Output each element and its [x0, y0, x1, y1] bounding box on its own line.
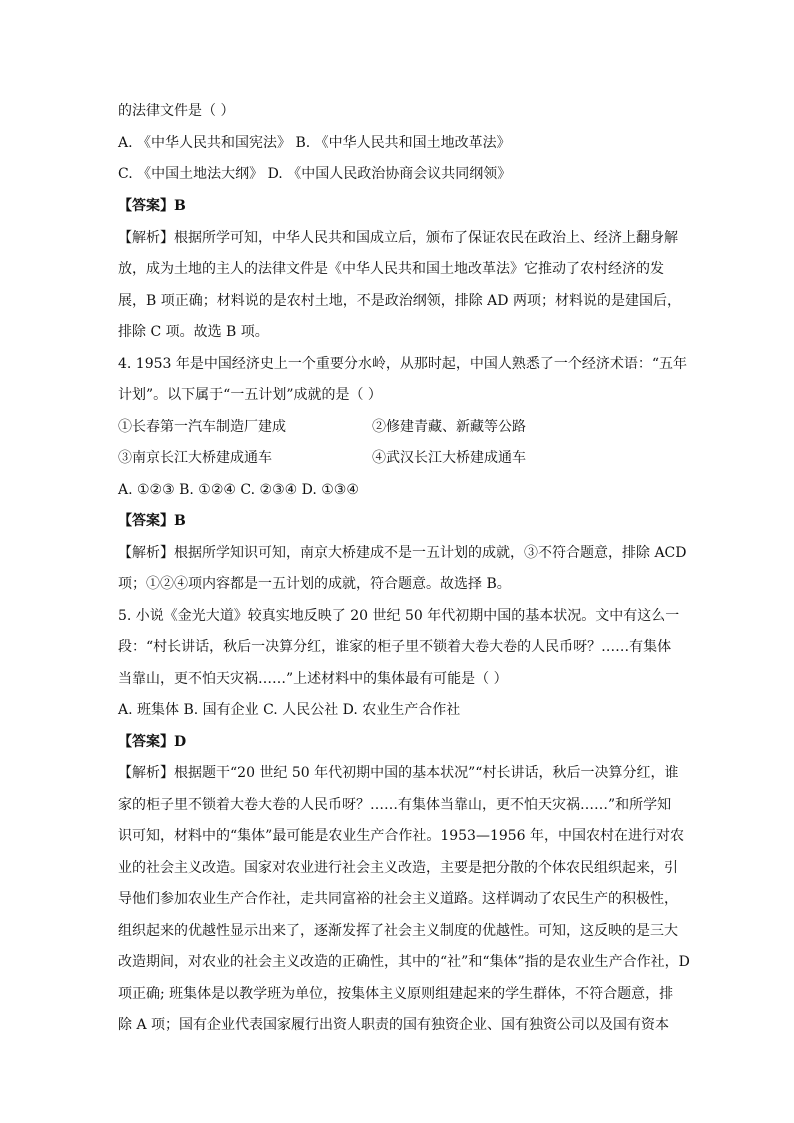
analysis-line: 【解析】根据所学知识可知，南京大桥建成不是一五计划的成就，③不符合题意，排除 ACD [118, 545, 687, 561]
analysis-line: 展，B 项正确；材料说的是农村土地，不是政治纲领，排除 AD 两项；材料说的是建国后， [118, 293, 681, 309]
analysis-line: 家的柜子里不锁着大卷大卷的人民币呀？……有集体当靠山，更不怕天灾祸……”和所学知 [118, 797, 672, 813]
option-line: A. ①②③ B. ①②④ C. ②③④ D. ①③④ [118, 482, 359, 498]
analysis-line: 【解析】根据题干“20 世纪 50 年代初期中国的基本状况”“村长讲话，秋后一决算分红，谁 [118, 765, 679, 781]
analysis-line: 项；①②④项内容都是一五计划的成就，符合题意。故选择 B。 [118, 576, 511, 592]
analysis-line: 业的社会主义改造。国家对农业进行社会主义改造，主要是把分散的个体农民组织起来，引 [118, 860, 678, 876]
option-line: A. 班集体 B. 国有企业 C. 人民公社 D. 农业生产合作社 [118, 702, 461, 718]
analysis-line: 导他们参加农业生产合作社，走共同富裕的社会主义道路。这样调动了农民生产的积极性， [118, 891, 678, 907]
analysis-line: 【解析】根据所学可知，中华人民共和国成立后，颁布了保证农民在政治上、经济上翻身解 [118, 230, 678, 246]
analysis-line: 改造期间，对农业的社会主义改造的正确性，其中的“社”和“集体”指的是农业生产合作社，D [118, 954, 690, 970]
option-line: A. 《中华人民共和国宪法》 B. 《中华人民共和国土地改革法》 [118, 135, 511, 151]
choice-item: ③南京长江大桥建成通车 [118, 450, 272, 466]
option-line: C. 《中国土地法大纲》 D. 《中国人民政治协商会议共同纲领》 [118, 166, 512, 182]
text-line: 的法律文件是（ ） [118, 103, 235, 119]
answer-line: 【答案】D [118, 734, 187, 750]
analysis-line: 识可知，材料中的“集体”最可能是农业生产合作社。1953—1956 年，中国农村在进行对农 [118, 828, 685, 844]
analysis-line: 放，成为土地的主人的法律文件是《中华人民共和国土地改革法》它推动了农村经济的发 [118, 261, 664, 277]
analysis-line: 组织起来的优越性显示出来了，逐渐发挥了社会主义制度的优越性。可知，这反映的是三大 [118, 923, 678, 939]
question-line: 当靠山，更不怕天灾祸……”上述材料中的集体最有可能是（ ） [118, 671, 508, 687]
question-line: 段：“村长讲话，秋后一决算分红，谁家的柜子里不锁着大卷大卷的人民币呀？……有集体 [118, 639, 672, 655]
choice-item: ④武汉长江大桥建成通车 [372, 450, 526, 466]
answer-line: 【答案】B [118, 513, 186, 529]
choice-item: ②修建青藏、新藏等公路 [372, 419, 526, 435]
answer-line: 【答案】B [118, 198, 186, 214]
question-line: 4. 1953 年是中国经济史上一个重要分水岭，从那时起，中国人熟悉了一个经济术语：“五年 [118, 356, 688, 372]
analysis-line: 除 A 项；国有企业代表国家履行出资人职责的国有独资企业、国有独资公司以及国有资本 [118, 1017, 670, 1033]
choice-item: ①长春第一汽车制造厂建成 [118, 419, 286, 435]
question-line: 5. 小说《金光大道》较真实地反映了 20 世纪 50 年代初期中国的基本状况。文中有这么一 [118, 608, 680, 624]
analysis-line: 项正确; 班集体是以教学班为单位，按集体主义原则组建起来的学生群体，不符合题意，排 [118, 986, 674, 1002]
analysis-line: 排除 C 项。故选 B 项。 [118, 324, 269, 340]
question-line: 计划”。以下属于“一五计划”成就的是（ ） [118, 387, 382, 403]
